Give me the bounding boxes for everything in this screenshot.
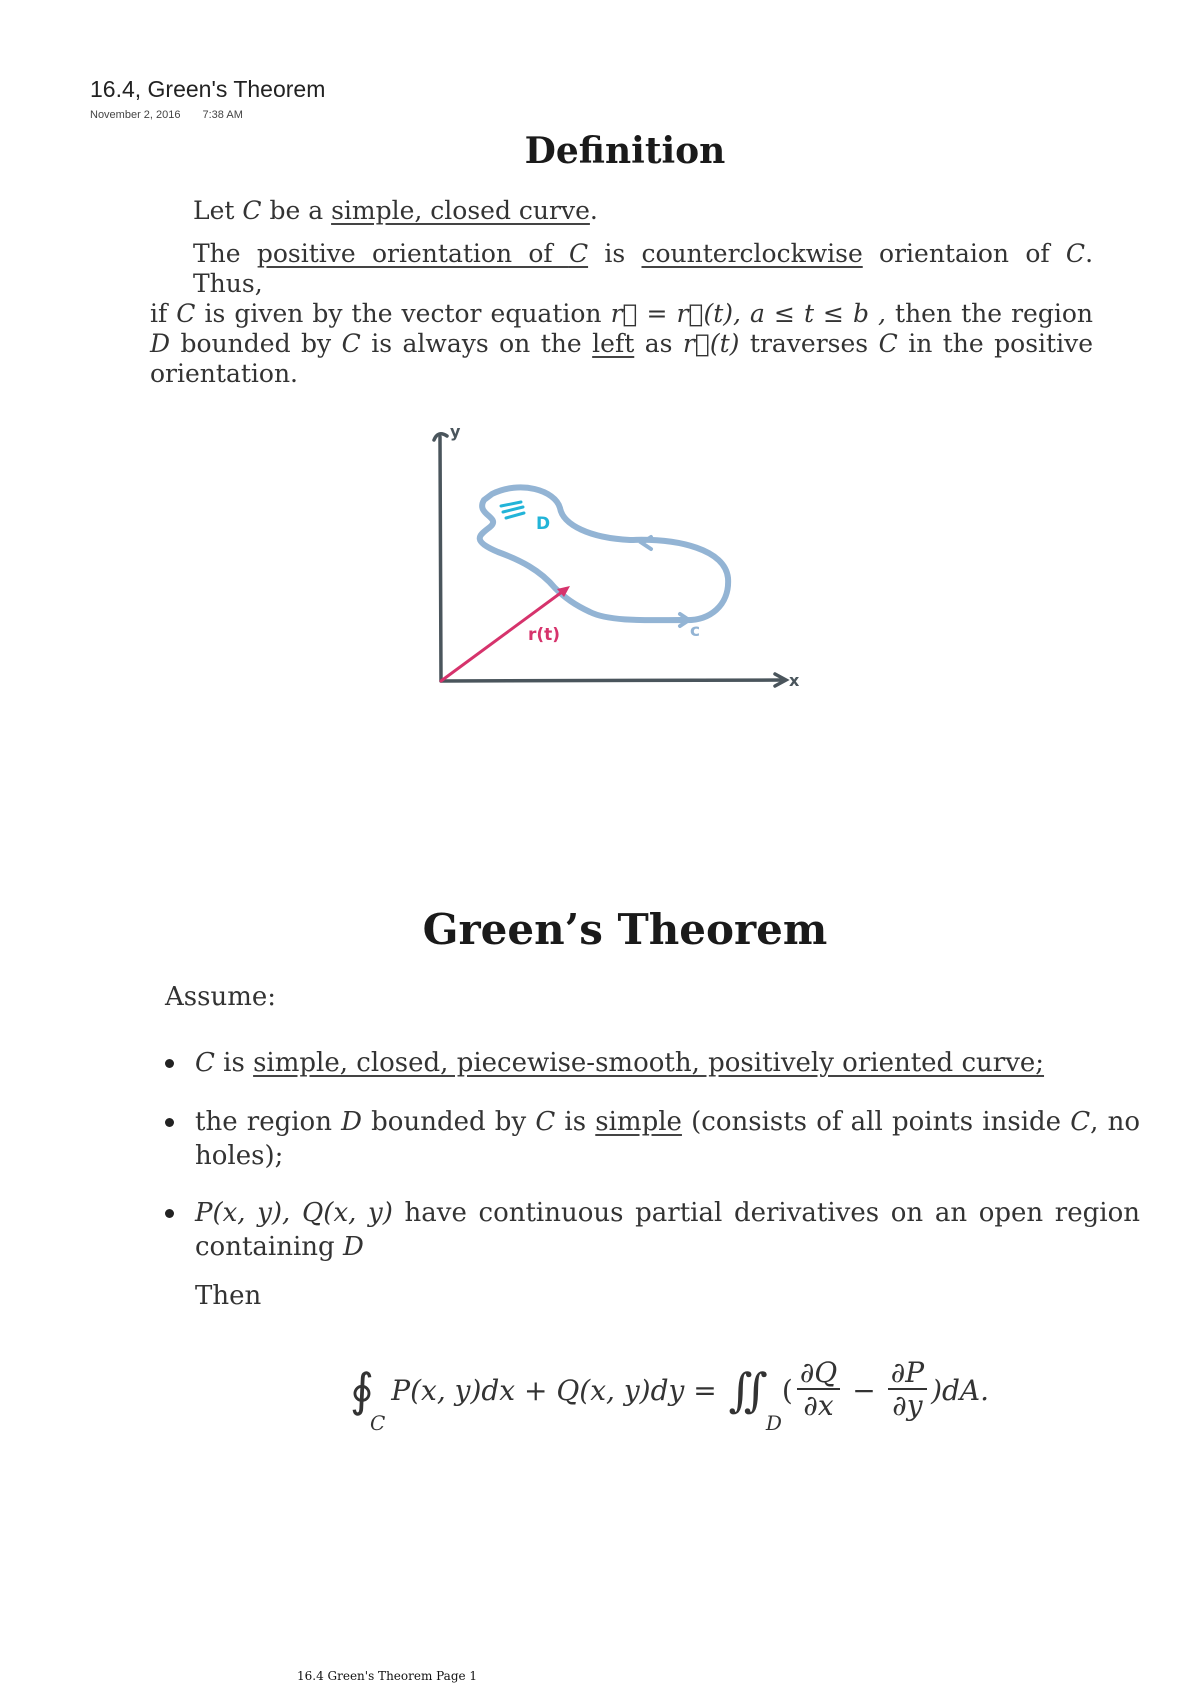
bullet-dot [165,1059,174,1068]
formula-close: )dA. [931,1373,990,1407]
y-axis [434,434,447,681]
contour-integral-sign: ∮ [350,1363,374,1417]
curve-label: c [690,621,701,641]
definition-line-4: orientation. [150,359,298,388]
assumption-3: P(x, y), Q(x, y) have continuous partial derivatives on an open region containing D [195,1196,1140,1264]
minus-sign: − [852,1373,876,1407]
bullet-dot [165,1118,174,1127]
formula-lhs: P(x, y)dx + Q(x, y)dy = [391,1373,717,1407]
open-paren: ( [781,1373,793,1407]
underlined-term: simple, closed curve [331,196,590,225]
double-integral-subscript: D [765,1411,782,1435]
assumption-1: C is simple, closed, piecewise-smooth, positively oriented curve; [195,1046,1044,1080]
definition-line-2: if C is given by the vector equation r⃗ = r⃗(t), a ≤ t ≤ b , then the region [150,299,1093,328]
greens-theorem-heading: Green’s Theorem [422,905,828,954]
then-label: Then [195,1281,262,1311]
contour-subscript: C [369,1411,386,1435]
x-axis [441,674,786,686]
fraction-dp-dy: $\frac{\partial P}{\partial y}$ [888,1358,927,1422]
note-time: 7:38 AM [202,109,243,121]
y-axis-label: y [450,422,461,441]
double-integral-sign: ∬ [728,1363,768,1417]
page-footer: 16.4 Green's Theorem Page 1 [297,1669,478,1683]
vector-label: r(t) [528,625,561,645]
fraction-dq-dx: $\frac{\partial Q}{\partial x}$ [797,1358,840,1422]
bullet-dot [165,1209,174,1218]
sketch-figure [0,0,1200,760]
definition-paragraph-1: Let C be a simple, closed curve. [193,196,598,225]
definition-heading: Definition [524,130,726,172]
region-label: D [536,514,551,534]
assumption-2: the region D bounded by C is simple (consists of all points inside C, no holes); [195,1105,1140,1173]
assume-label: Assume: [165,982,277,1012]
region-hatch [501,502,524,518]
note-date: November 2, 2016 [90,109,181,121]
greens-formula [350,1345,989,1435]
note-title: 16.4, Green's Theorem [90,76,326,102]
definition-line-3: D bounded by C is always on the left as r⃗(t) traverses C in the positive [150,329,1093,358]
definition-line-1: The positive orientation of C is counterclockwise orientaion of C. Thus, [193,239,1094,298]
x-axis-label: x [789,671,800,690]
